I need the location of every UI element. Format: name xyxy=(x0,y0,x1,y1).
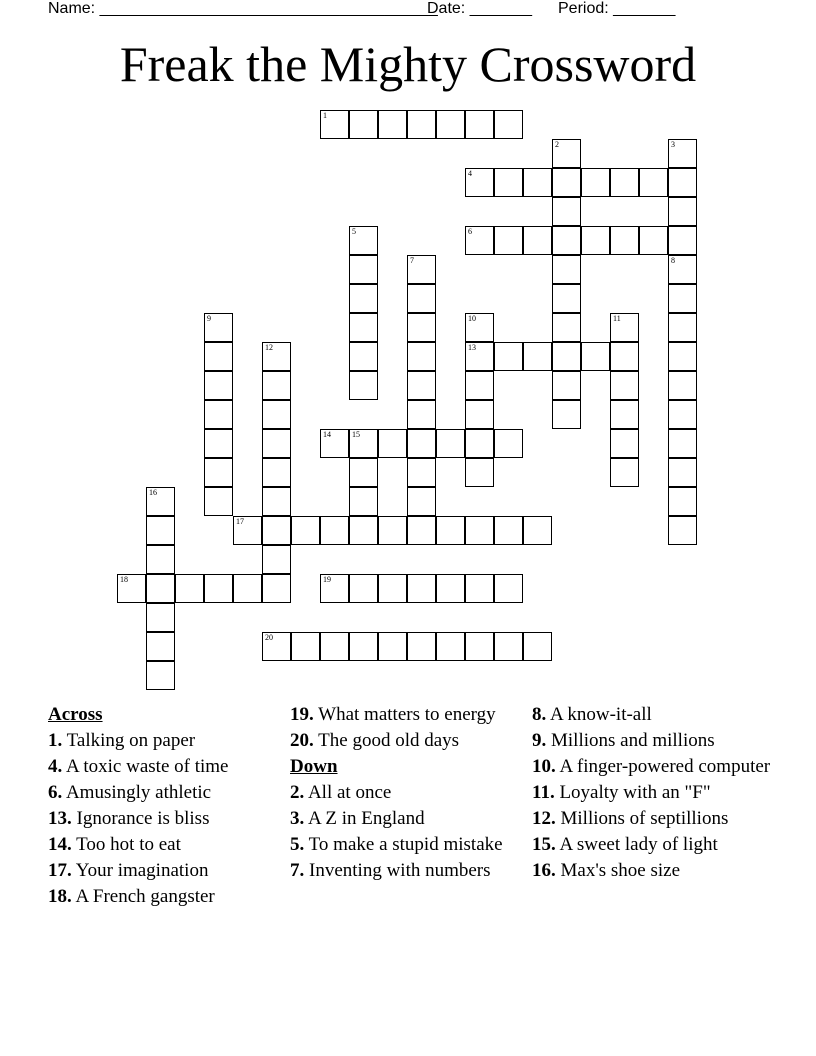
clue-item-number: 20. xyxy=(290,730,314,751)
crossword-cell[interactable] xyxy=(378,110,407,139)
crossword-cell[interactable] xyxy=(146,603,175,632)
clue-number: 8 xyxy=(671,256,675,265)
crossword-cell[interactable] xyxy=(465,168,494,197)
clue-item-text: All at once xyxy=(304,782,392,803)
clue-number: 1 xyxy=(323,111,327,120)
crossword-cell[interactable] xyxy=(146,516,175,545)
crossword-cell[interactable] xyxy=(349,632,378,661)
clue-item xyxy=(290,782,520,803)
crossword-cell[interactable] xyxy=(668,313,697,342)
crossword-cell[interactable] xyxy=(581,342,610,371)
crossword-cell[interactable] xyxy=(552,226,581,255)
name-field-label[interactable]: Name: ______________________________________ xyxy=(48,0,438,17)
crossword-cell[interactable] xyxy=(436,632,465,661)
crossword-cell[interactable] xyxy=(668,516,697,545)
crossword-cell[interactable] xyxy=(465,371,494,400)
clue-item xyxy=(48,756,278,777)
crossword-cell[interactable] xyxy=(407,516,436,545)
crossword-cell[interactable] xyxy=(610,371,639,400)
clue-item xyxy=(290,730,520,751)
crossword-cell[interactable] xyxy=(407,255,436,284)
clue-item-text: Your imagination xyxy=(71,860,209,881)
crossword-cell[interactable] xyxy=(494,632,523,661)
crossword-cell[interactable] xyxy=(117,574,146,603)
crossword-cell[interactable] xyxy=(146,487,175,516)
crossword-cell[interactable] xyxy=(407,429,436,458)
crossword-cell[interactable] xyxy=(552,284,581,313)
crossword-cell[interactable] xyxy=(668,429,697,458)
clue-item-text: Loyalty with an "F" xyxy=(554,782,711,803)
crossword-cell[interactable] xyxy=(262,545,291,574)
clue-item-number: 10. xyxy=(532,756,556,777)
crossword-cell[interactable] xyxy=(349,487,378,516)
crossword-cell[interactable] xyxy=(262,371,291,400)
crossword-cell[interactable] xyxy=(465,342,494,371)
clue-item-number: 8. xyxy=(532,704,547,725)
crossword-cell[interactable] xyxy=(668,197,697,226)
clues-column-2 xyxy=(290,704,520,886)
crossword-cell[interactable] xyxy=(407,632,436,661)
period-field-label[interactable]: Period: _______ xyxy=(558,0,676,17)
crossword-cell[interactable] xyxy=(378,632,407,661)
crossword-cell[interactable] xyxy=(262,458,291,487)
crossword-cell[interactable] xyxy=(552,197,581,226)
crossword-cell[interactable] xyxy=(175,574,204,603)
clue-item-number: 16. xyxy=(532,860,556,881)
crossword-cell[interactable] xyxy=(465,110,494,139)
crossword-cell[interactable] xyxy=(668,458,697,487)
clue-item xyxy=(48,834,278,855)
student-info-header xyxy=(48,0,768,20)
clue-number: 5 xyxy=(352,227,356,236)
crossword-cell[interactable] xyxy=(552,139,581,168)
crossword-cell[interactable] xyxy=(146,574,175,603)
crossword-cell[interactable] xyxy=(349,313,378,342)
clue-item-text: Too hot to eat xyxy=(71,834,181,855)
crossword-cell[interactable] xyxy=(233,574,262,603)
crossword-cell[interactable] xyxy=(610,400,639,429)
crossword-cell[interactable] xyxy=(146,661,175,690)
clue-number: 13 xyxy=(468,343,476,352)
crossword-cell[interactable] xyxy=(668,168,697,197)
clue-item xyxy=(290,704,520,725)
crossword-cell[interactable] xyxy=(610,458,639,487)
clue-item xyxy=(532,782,772,803)
crossword-cell[interactable] xyxy=(262,487,291,516)
crossword-cell[interactable] xyxy=(523,516,552,545)
crossword-cell[interactable] xyxy=(349,429,378,458)
clue-item-number: 15. xyxy=(532,834,556,855)
clue-item-number: 9. xyxy=(532,730,547,751)
clue-item-text: Talking on paper xyxy=(62,730,196,751)
crossword-cell[interactable] xyxy=(146,545,175,574)
crossword-cell[interactable] xyxy=(204,458,233,487)
crossword-cell[interactable] xyxy=(494,429,523,458)
crossword-cell[interactable] xyxy=(320,574,349,603)
crossword-cell[interactable] xyxy=(349,255,378,284)
clue-item-text: Amusingly athletic xyxy=(62,782,212,803)
clue-item-text: Millions and millions xyxy=(546,730,715,751)
crossword-cell[interactable] xyxy=(552,371,581,400)
crossword-cell[interactable] xyxy=(465,400,494,429)
crossword-cell[interactable] xyxy=(436,574,465,603)
clue-number: 10 xyxy=(468,314,476,323)
clue-item xyxy=(532,730,772,751)
clue-item xyxy=(532,756,772,777)
crossword-cell[interactable] xyxy=(523,342,552,371)
crossword-cell[interactable] xyxy=(465,429,494,458)
clue-item-number: 19. xyxy=(290,704,314,725)
clue-item-text: A toxic waste of time xyxy=(62,756,229,777)
crossword-cell[interactable] xyxy=(407,371,436,400)
clue-item-number: 17. xyxy=(48,860,72,881)
crossword-cell[interactable] xyxy=(262,429,291,458)
clue-item-text: Max's shoe size xyxy=(555,860,681,881)
clue-number: 6 xyxy=(468,227,472,236)
crossword-cell[interactable] xyxy=(349,110,378,139)
clue-item-text: To make a stupid mistake xyxy=(304,834,503,855)
crossword-cell[interactable] xyxy=(349,458,378,487)
crossword-cell[interactable] xyxy=(378,574,407,603)
clue-item xyxy=(48,886,278,907)
clue-item-text: Millions of septillions xyxy=(555,808,729,829)
clues-column-1 xyxy=(48,704,278,912)
clue-number: 11 xyxy=(613,314,621,323)
clue-item-text: Ignorance is bliss xyxy=(71,808,210,829)
crossword-cell[interactable] xyxy=(436,429,465,458)
clue-item xyxy=(290,834,520,855)
clue-item-text: A sweet lady of light xyxy=(555,834,718,855)
crossword-cell[interactable] xyxy=(639,168,668,197)
clue-number: 15 xyxy=(352,430,360,439)
crossword-cell[interactable] xyxy=(436,516,465,545)
crossword-cell[interactable] xyxy=(610,168,639,197)
crossword-cell[interactable] xyxy=(349,284,378,313)
clue-item-text: A know-it-all xyxy=(546,704,652,725)
crossword-cell[interactable] xyxy=(494,226,523,255)
crossword-cell[interactable] xyxy=(494,342,523,371)
clue-item xyxy=(48,782,278,803)
clue-item-number: 12. xyxy=(532,808,556,829)
crossword-cell[interactable] xyxy=(204,574,233,603)
crossword-cell[interactable] xyxy=(262,632,291,661)
clue-item-number: 2. xyxy=(290,782,305,803)
crossword-cell[interactable] xyxy=(552,168,581,197)
crossword-cell[interactable] xyxy=(552,400,581,429)
crossword-cell[interactable] xyxy=(668,342,697,371)
date-field-label[interactable]: Date: _______ xyxy=(427,0,532,17)
crossword-cell[interactable] xyxy=(349,516,378,545)
clue-item-text: A Z in England xyxy=(304,808,425,829)
crossword-cell[interactable] xyxy=(407,574,436,603)
crossword-cell[interactable] xyxy=(552,342,581,371)
clue-number: 17 xyxy=(236,517,244,526)
clue-number: 18 xyxy=(120,575,128,584)
crossword-cell[interactable] xyxy=(610,313,639,342)
clue-item xyxy=(48,808,278,829)
page-title: Freak the Mighty Crossword xyxy=(119,36,697,92)
crossword-cell[interactable] xyxy=(668,139,697,168)
clue-item-number: 6. xyxy=(48,782,63,803)
crossword-cell[interactable] xyxy=(668,255,697,284)
crossword-cell[interactable] xyxy=(204,487,233,516)
crossword-cell[interactable] xyxy=(610,226,639,255)
crossword-cell[interactable] xyxy=(349,574,378,603)
crossword-cell[interactable] xyxy=(610,429,639,458)
crossword-cell[interactable] xyxy=(378,516,407,545)
clue-section-heading: Down xyxy=(290,756,338,777)
crossword-cell[interactable] xyxy=(465,516,494,545)
clue-item-number: 4. xyxy=(48,756,63,777)
crossword-cell[interactable] xyxy=(523,226,552,255)
crossword-cell[interactable] xyxy=(291,516,320,545)
clue-item-number: 1. xyxy=(48,730,63,751)
crossword-cell[interactable] xyxy=(523,168,552,197)
crossword-cell[interactable] xyxy=(320,516,349,545)
crossword-cell[interactable] xyxy=(407,458,436,487)
clue-item-number: 7. xyxy=(290,860,305,881)
crossword-cell[interactable] xyxy=(204,429,233,458)
crossword-cell[interactable] xyxy=(465,458,494,487)
crossword-cell[interactable] xyxy=(407,400,436,429)
clue-item-number: 5. xyxy=(290,834,305,855)
clue-item xyxy=(532,860,772,881)
crossword-cell[interactable] xyxy=(262,574,291,603)
crossword-cell[interactable] xyxy=(146,632,175,661)
clue-item-number: 11. xyxy=(532,782,555,803)
clue-item xyxy=(48,730,278,751)
crossword-cell[interactable] xyxy=(407,487,436,516)
crossword-cell[interactable] xyxy=(349,226,378,255)
crossword-cell[interactable] xyxy=(668,487,697,516)
crossword-cell[interactable] xyxy=(465,574,494,603)
clue-number: 12 xyxy=(265,343,273,352)
crossword-cell[interactable] xyxy=(494,168,523,197)
crossword-cell[interactable] xyxy=(291,632,320,661)
crossword-cell[interactable] xyxy=(349,342,378,371)
clue-number: 20 xyxy=(265,633,273,642)
clue-item xyxy=(48,860,278,881)
crossword-cell[interactable] xyxy=(465,313,494,342)
crossword-cell[interactable] xyxy=(320,429,349,458)
clue-item xyxy=(532,704,772,725)
crossword-cell[interactable] xyxy=(668,284,697,313)
clue-number: 19 xyxy=(323,575,331,584)
crossword-cell[interactable] xyxy=(407,110,436,139)
crossword-cell[interactable] xyxy=(668,400,697,429)
crossword-cell[interactable] xyxy=(494,110,523,139)
crossword-cell[interactable] xyxy=(233,516,262,545)
clue-item xyxy=(290,808,520,829)
crossword-cell[interactable] xyxy=(436,110,465,139)
crossword-cell[interactable] xyxy=(349,371,378,400)
crossword-cell[interactable] xyxy=(610,342,639,371)
crossword-cell[interactable] xyxy=(581,168,610,197)
crossword-cell[interactable] xyxy=(639,226,668,255)
clue-item xyxy=(532,808,772,829)
crossword-cell[interactable] xyxy=(668,371,697,400)
clue-item-text: Inventing with numbers xyxy=(304,860,491,881)
clue-number: 4 xyxy=(468,169,472,178)
crossword-cell[interactable] xyxy=(407,342,436,371)
crossword-cell[interactable] xyxy=(204,400,233,429)
crossword-cell[interactable] xyxy=(204,342,233,371)
crossword-cell[interactable] xyxy=(494,516,523,545)
clue-number: 9 xyxy=(207,314,211,323)
clue-item-text: A finger-powered computer xyxy=(555,756,771,777)
crossword-cell[interactable] xyxy=(262,400,291,429)
crossword-cell[interactable] xyxy=(262,516,291,545)
clues-column-3 xyxy=(532,704,772,886)
crossword-cell[interactable] xyxy=(320,110,349,139)
crossword-cell[interactable] xyxy=(204,313,233,342)
clue-item-number: 18. xyxy=(48,886,72,907)
crossword-cell[interactable] xyxy=(465,632,494,661)
crossword-cell[interactable] xyxy=(552,255,581,284)
clue-item xyxy=(532,834,772,855)
clue-item-number: 13. xyxy=(48,808,72,829)
clue-number: 2 xyxy=(555,140,559,149)
crossword-cell[interactable] xyxy=(407,313,436,342)
crossword-cell[interactable] xyxy=(465,226,494,255)
crossword-cell[interactable] xyxy=(581,226,610,255)
clue-item-text: What matters to energy xyxy=(313,704,496,725)
crossword-cell[interactable] xyxy=(552,313,581,342)
clue-item xyxy=(290,860,520,881)
crossword-cell[interactable] xyxy=(668,226,697,255)
clue-item-text: A French gangster xyxy=(71,886,215,907)
crossword-cell[interactable] xyxy=(320,632,349,661)
crossword-cell[interactable] xyxy=(262,342,291,371)
clue-item-text: The good old days xyxy=(313,730,460,751)
clue-section-heading: Across xyxy=(48,704,103,725)
clue-number: 14 xyxy=(323,430,331,439)
clue-item-number: 14. xyxy=(48,834,72,855)
crossword-cell[interactable] xyxy=(494,574,523,603)
crossword-cell[interactable] xyxy=(204,371,233,400)
crossword-cell[interactable] xyxy=(523,632,552,661)
crossword-cell[interactable] xyxy=(378,429,407,458)
crossword-cell[interactable] xyxy=(407,284,436,313)
clue-number: 16 xyxy=(149,488,157,497)
clue-item-number: 3. xyxy=(290,808,305,829)
clue-number: 7 xyxy=(410,256,414,265)
clue-number: 3 xyxy=(671,140,675,149)
